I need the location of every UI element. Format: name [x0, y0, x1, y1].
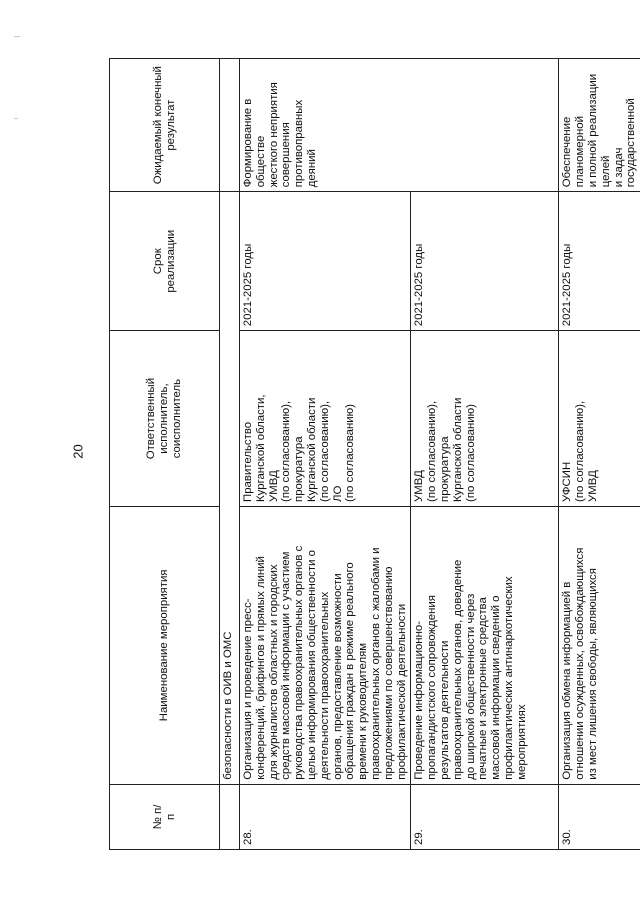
row-name: Организация и проведение пресс- конференций, брифингов и прямых линий для журналистов областных и городских средств массовой информации с участием руководства правоохранительных органов с целью информирования общественности о деятельности правоохранительных органов, предоставление возможности обращения граждан в режиме реального времени к руководителям правоохранительных органов с жалобами и предложениями по совершенствованию профилактической деятельности [240, 506, 411, 784]
section-row [220, 59, 240, 850]
table-row [559, 59, 640, 850]
header-name: Наименование мероприятия [110, 506, 220, 784]
measures-table [109, 58, 638, 850]
row-name: Организация обмена информацией в отношении осужденных, освобождающихся из мест лишения свободы, являющихся [559, 506, 640, 784]
row-responsible: УМВД (по согласованию), прокуратура Курганской области (по согласованию) [411, 331, 559, 507]
row-responsible: Правительство Курганской области, УМВД (по согласованию), прокуратура Курганской области (по согласованию), ЛО (по согласованию) [240, 331, 411, 507]
row-term: 2021-2025 годы [559, 192, 640, 331]
row-term: 2021-2025 годы [411, 192, 559, 331]
section-empty-cell [220, 59, 240, 192]
row-result: Формирование в обществе жесткого неприятия совершения противоправных деяний [240, 59, 559, 192]
row-name: Проведение информационно- пропагандистского сопровождения результатов деятельности правоохранительных органов, доведение до широкой общественности через печатные и электронные средства массовой информации сведений о профилактических антинаркотических мероприятиях [411, 506, 559, 784]
header-responsible: Ответственный исполнитель, соисполнитель [110, 331, 220, 507]
table [109, 58, 640, 850]
row-term: 2021-2025 годы [240, 192, 411, 331]
row-no: 29. [411, 784, 559, 849]
table-row [240, 59, 411, 850]
header-result: Ожидаемый конечный результат [110, 59, 220, 192]
row-no: 28. [240, 784, 411, 849]
rotated-table-wrapper [109, 58, 638, 850]
table-header-row [110, 59, 220, 850]
scan-mark [14, 36, 20, 37]
page-number: 20 [70, 444, 86, 459]
header-no: № п/ п [110, 784, 220, 849]
header-term: Срок реализации [110, 192, 220, 331]
row-result: Обеспечение планомерной и полной реализации целей и задач государственной [559, 59, 640, 192]
section-empty-cell [220, 784, 240, 849]
row-no: 30. [559, 784, 640, 849]
section-title: безопасности в ОИВ и ОМС [220, 192, 240, 785]
scan-mark [14, 118, 18, 119]
row-responsible: УФСИН (по согласованию), УМВД [559, 331, 640, 507]
